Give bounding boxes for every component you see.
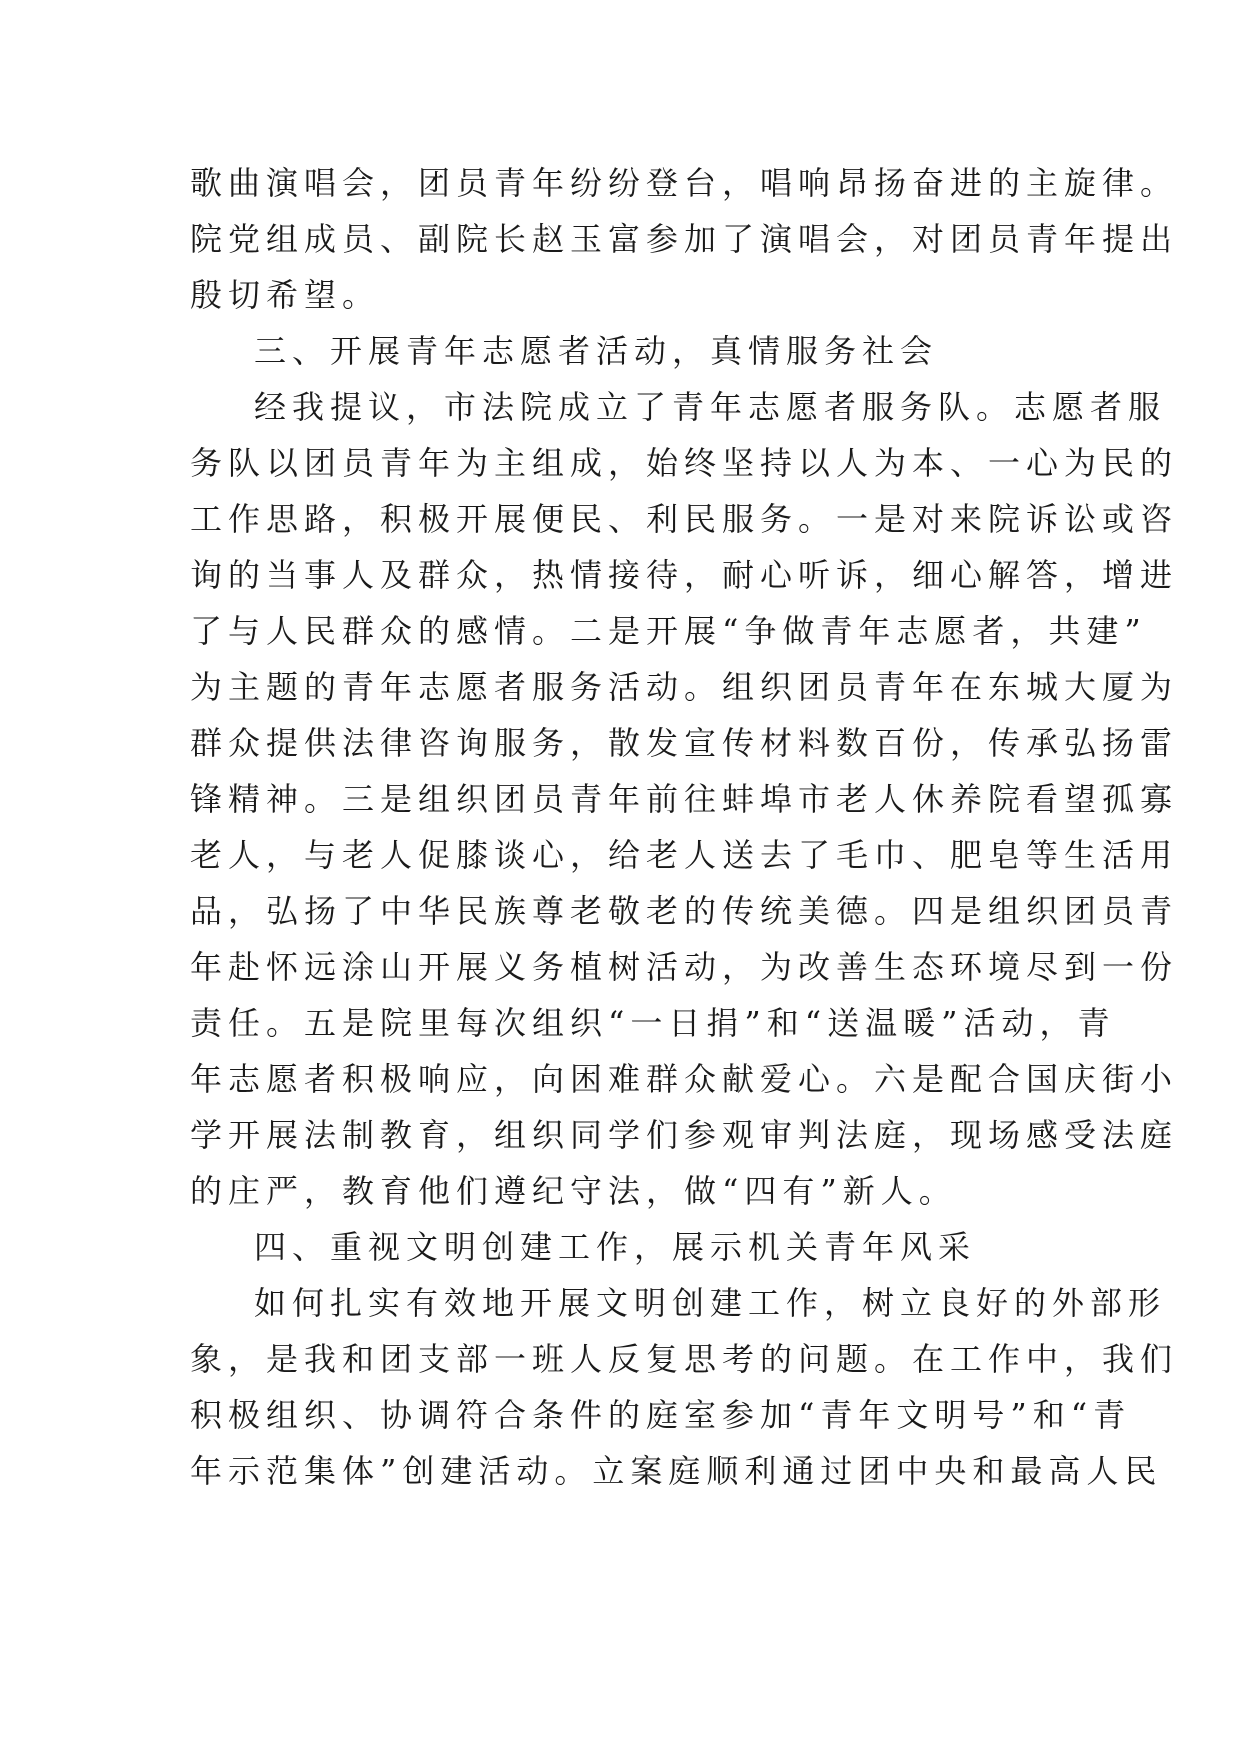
- paragraph-line: 了与人民群众的感情。二是开展“争做青年志愿者，共建”: [190, 612, 1147, 650]
- paragraph-line: 积极组织、协调符合条件的庭室参加“青年文明号”和“青: [190, 1396, 1132, 1434]
- paragraph-line: 务队以团员青年为主组成，始终坚持以人为本、一心为民的: [190, 444, 1179, 482]
- paragraph-line: 询的当事人及群众，热情接待，耐心听诉，细心解答，增进: [190, 556, 1179, 594]
- paragraph-line: 的庄严，教育他们遵纪守法，做“四有”新人。: [190, 1172, 957, 1210]
- paragraph-line: 年赴怀远涂山开展义务植树活动，为改善生态环境尽到一份: [190, 948, 1179, 986]
- paragraph-line: 工作思路，积极开展便民、利民服务。一是对来院诉讼或咨: [190, 500, 1179, 538]
- paragraph-line: 老人，与老人促膝谈心，给老人送去了毛巾、肥皂等生活用: [190, 836, 1179, 874]
- paragraph-line: 如何扎实有效地开展文明创建工作，树立良好的外部形: [254, 1284, 1167, 1322]
- paragraph-line: 年示范集体”创建活动。立案庭顺利通过团中央和最高人民: [190, 1452, 1163, 1490]
- paragraph-line: 责任。五是院里每次组织“一日捐”和“送温暖”活动，青: [190, 1004, 1116, 1042]
- paragraph-line: 经我提议，市法院成立了青年志愿者服务队。志愿者服: [254, 388, 1167, 426]
- paragraph-line: 为主题的青年志愿者服务活动。组织团员青年在东城大厦为: [190, 668, 1179, 706]
- paragraph-line: 象，是我和团支部一班人反复思考的问题。在工作中，我们: [190, 1340, 1179, 1378]
- document-body: [190, 155, 1179, 1499]
- paragraph-line: 歌曲演唱会，团员青年纷纷登台，唱响昂扬奋进的主旋律。: [190, 164, 1179, 202]
- paragraph-line: 品，弘扬了中华民族尊老敬老的传统美德。四是组织团员青: [190, 892, 1179, 930]
- paragraph-line: 院党组成员、副院长赵玉富参加了演唱会，对团员青年提出: [190, 220, 1179, 258]
- paragraph-line: 殷切希望。: [190, 276, 381, 314]
- section-heading: 三、开展青年志愿者活动，真情服务社会: [254, 332, 939, 370]
- paragraph-line: 学开展法制教育，组织同学们参观审判法庭，现场感受法庭: [190, 1116, 1179, 1154]
- paragraph-line: 锋精神。三是组织团员青年前往蚌埠市老人休养院看望孤寡: [190, 780, 1179, 818]
- paragraph-line: 群众提供法律咨询服务，散发宣传材料数百份，传承弘扬雷: [190, 724, 1179, 762]
- section-heading: 四、重视文明创建工作，展示机关青年风采: [254, 1228, 977, 1266]
- paragraph-line: 年志愿者积极响应，向困难群众献爱心。六是配合国庆街小: [190, 1060, 1179, 1098]
